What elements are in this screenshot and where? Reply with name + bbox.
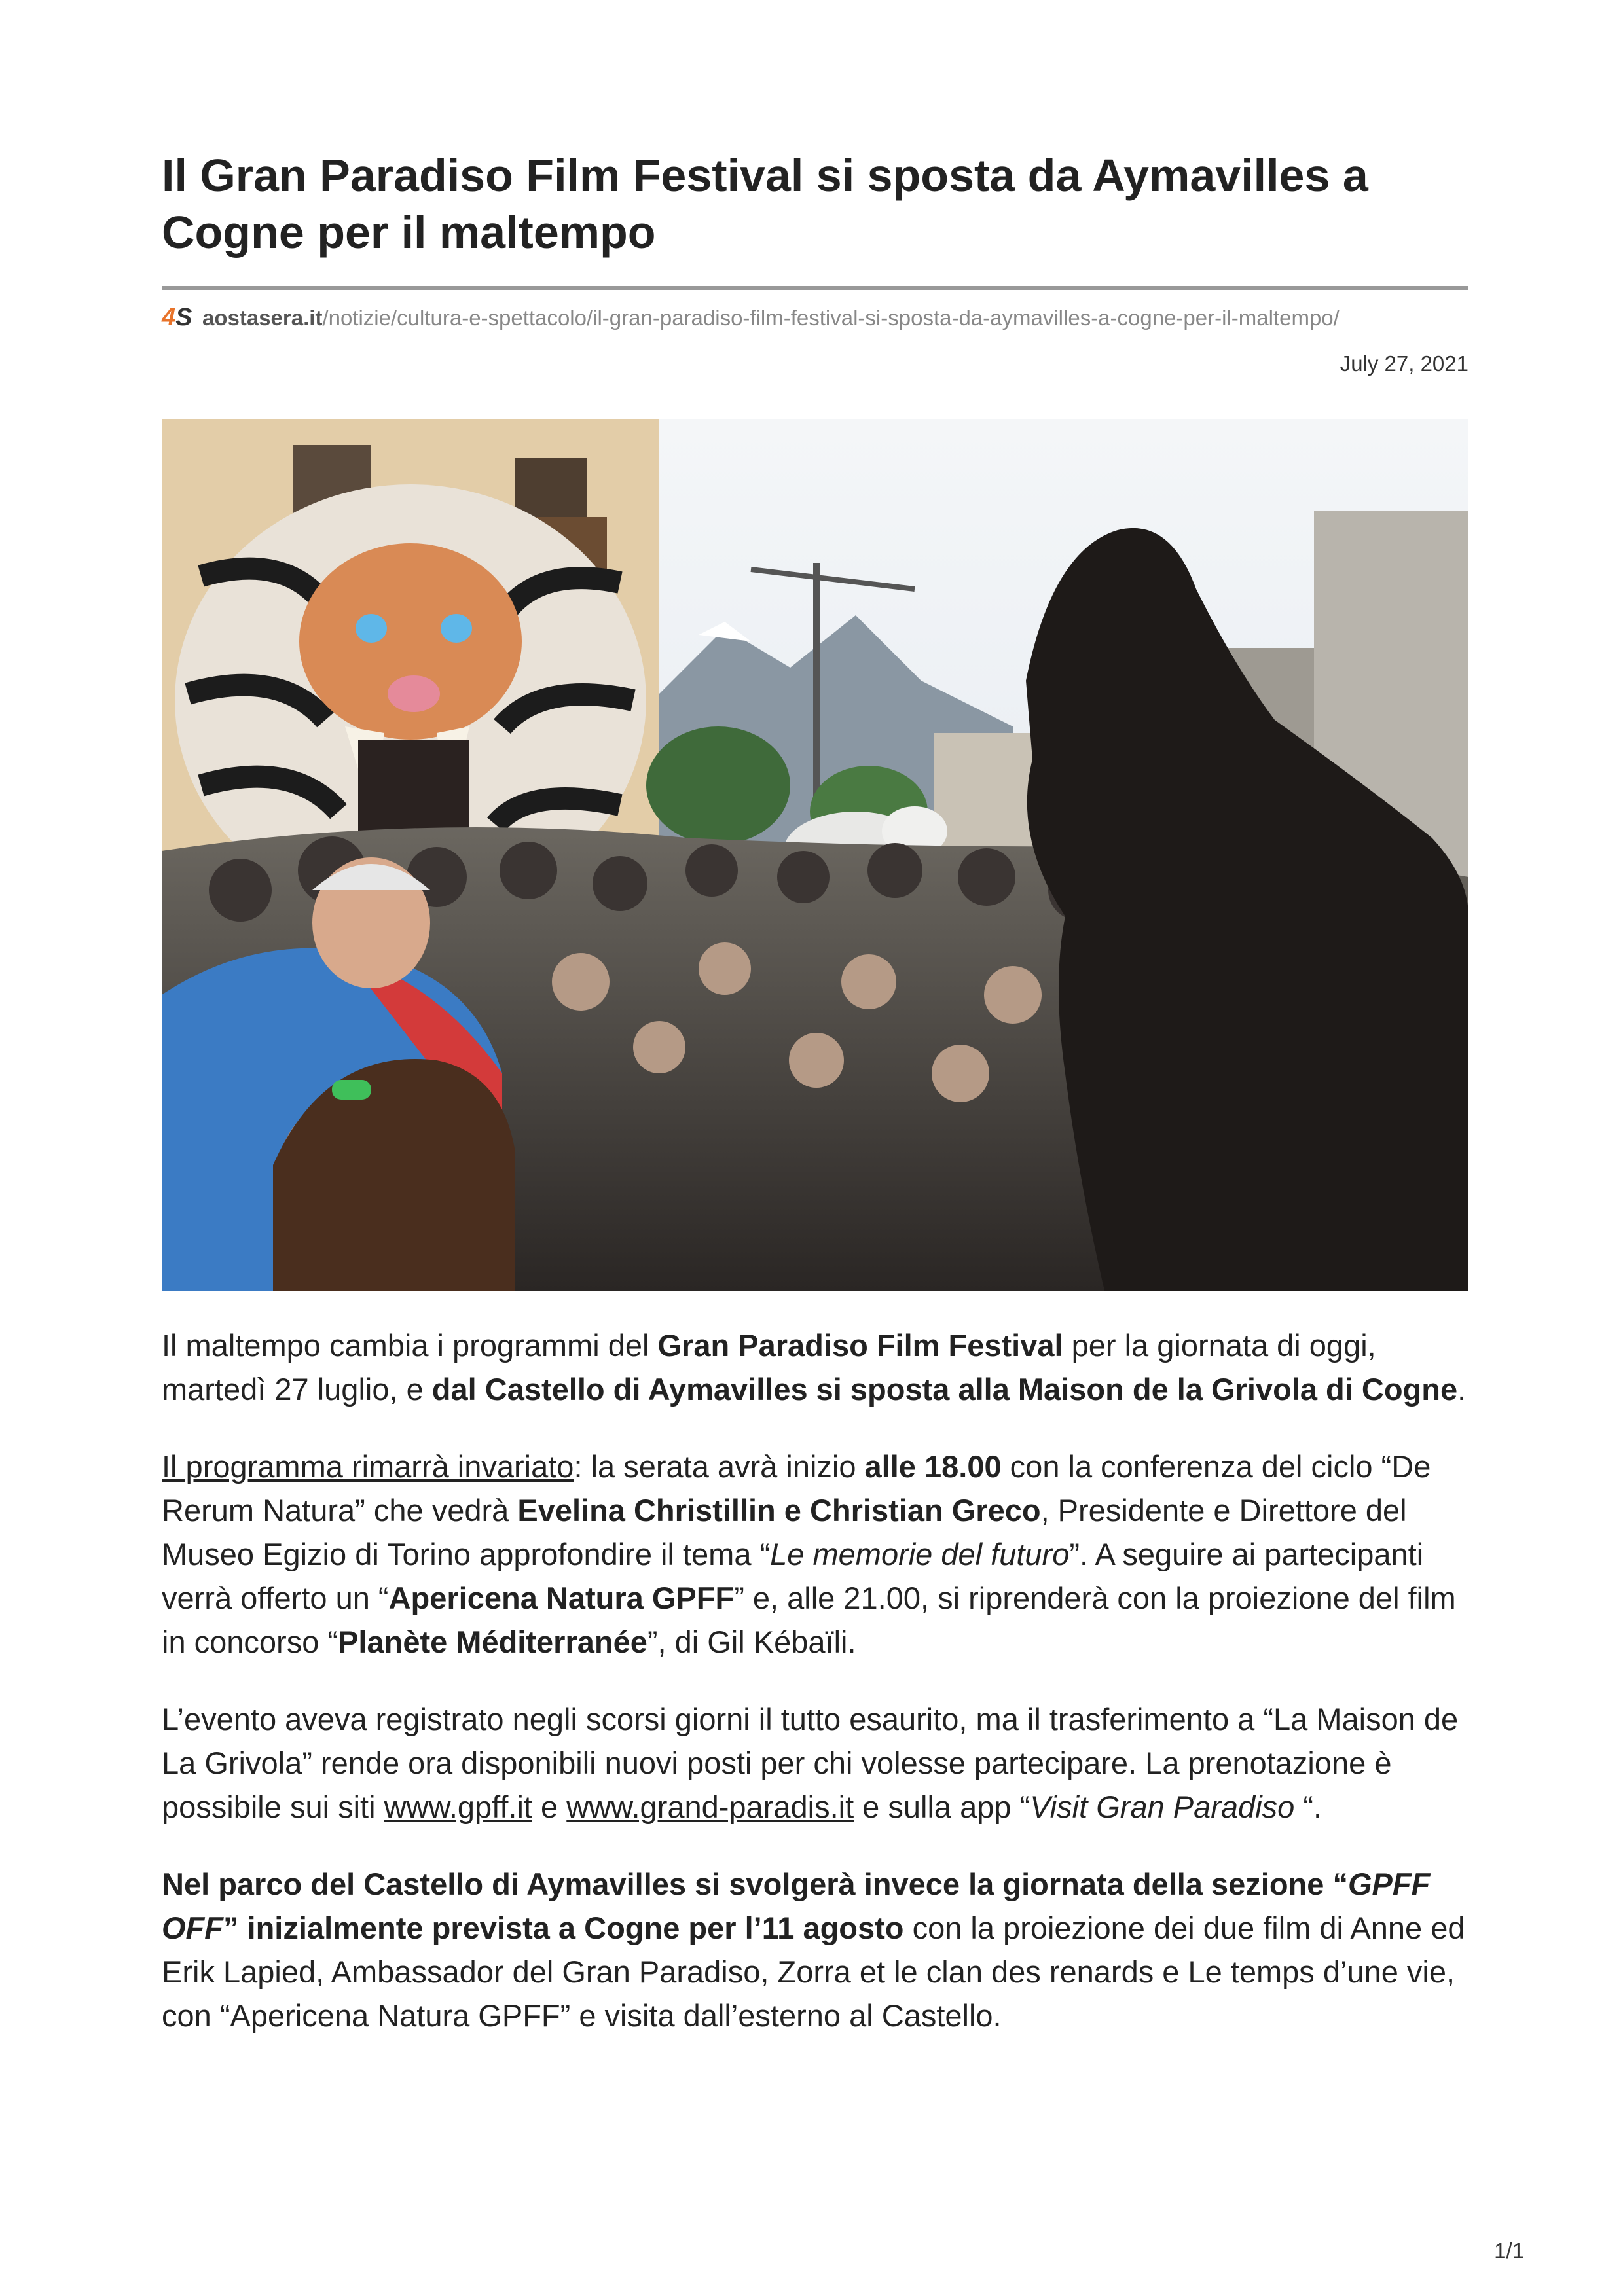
p4-bold-2: ” inizialmente prevista a Cogne per l’11 agosto [223,1910,904,1945]
page-number: 1/1 [1494,2238,1524,2263]
p1-bold-1: Gran Paradiso Film Festival [657,1328,1063,1363]
p2-bold-4: Planète Méditerranée [338,1624,647,1659]
p4-bold-italic-1: GPFF OFF [162,1867,1431,1945]
article-date: July 27, 2021 [1340,351,1468,376]
paragraph-2 [162,1444,1468,1664]
source-domain: aostasera.it [202,306,323,330]
title-divider [162,286,1468,290]
p2-text-1: : la serata avrà inizio [574,1449,865,1484]
p2-text-5: ” e, alle 21.00, si riprenderà con la proiezione del film in concorso “ [162,1581,1456,1659]
p3-text-4: “. [1294,1789,1322,1824]
festival-crowd-photo [162,419,1468,1291]
paragraph-3 [162,1697,1468,1829]
p1-text-1: Il maltempo cambia i programmi del [162,1328,658,1363]
p4-text-1: con la proiezione dei due film di Anne ed Erik Lapied, Ambassador del Gran Paradiso, Zorra et le clan des renards e Le temps d’une vie, con “Apericena Natura GPFF” e visita dall’esterno al Castello. [162,1910,1465,2033]
p1-text-3: . [1457,1372,1467,1407]
p2-bold-1: alle 18.00 [864,1449,1002,1484]
p1-text-2: per la giornata di oggi, martedì 27 luglio, e [162,1328,1376,1407]
p3-text-3: e sulla app “ [854,1789,1030,1824]
gpff-link[interactable]: www.gpff.it [384,1789,532,1824]
source-link[interactable] [202,306,1340,330]
source-line [162,303,1468,332]
p3-text-2: e [532,1789,567,1824]
p2-text-2: con la conferenza del ciclo “De Rerum Natura” che vedrà [162,1449,1431,1528]
p2-italic-1: Le memorie del futuro [770,1537,1070,1571]
program-link[interactable]: Il programma rimarrà invariato [162,1449,574,1484]
p4-bold-1: Nel parco del Castello di Aymavilles si svolgerà invece la giornata della sezione “ [162,1867,1348,1901]
aostasera-logo-icon: 4S [162,304,192,331]
p3-italic-1: Visit Gran Paradiso [1030,1789,1295,1824]
source-path: /notizie/cultura-e-spettacolo/il-gran-paradiso-film-festival-si-sposta-da-aymavilles-a-cogne-per-il-maltempo/ [322,306,1340,330]
p2-text-4: ”. A seguire ai partecipanti verrà offerto un “ [162,1537,1424,1615]
article [162,147,1468,2071]
article-body [162,1323,1468,2037]
paragraph-4 [162,1862,1468,2037]
p2-bold-2: Evelina Christillin e Christian Greco [517,1493,1041,1528]
photo-illustration [162,419,1468,1291]
p2-text-6: ”, di Gil Kébaïli. [647,1624,856,1659]
p2-text-3: , Presidente e Direttore del Museo Egizio di Torino approfondire il tema “ [162,1493,1407,1571]
p1-bold-2: dal Castello di Aymavilles si sposta alla Maison de la Grivola di Cogne [431,1372,1458,1407]
article-title: Il Gran Paradiso Film Festival si sposta da Aymavilles a Cogne per il maltempo [162,150,1368,258]
grand-paradis-link[interactable]: www.grand-paradis.it [566,1789,854,1824]
p2-bold-3: Apericena Natura GPFF [388,1581,735,1615]
p3-text-1: L’evento aveva registrato negli scorsi giorni il tutto esaurito, ma il trasferimento a “La Maison de La Grivola” rende ora disponibili nuovi posti per chi volesse partecipare. La prenotazione è possibile sui siti [162,1702,1459,1824]
paragraph-1 [162,1323,1468,1411]
